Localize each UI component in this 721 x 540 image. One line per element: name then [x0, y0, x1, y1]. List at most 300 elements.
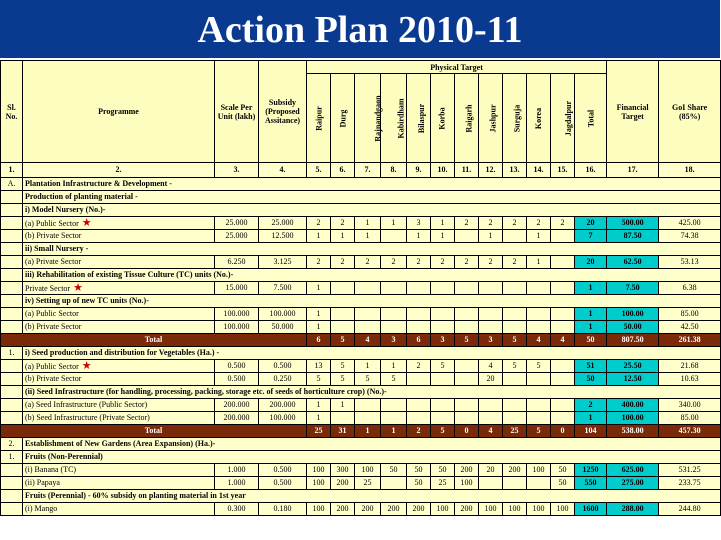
row-section-label: i) Seed production and distribution for Vegetables (Ha.) -: [23, 347, 721, 360]
row-financial-target: 538.00: [607, 425, 659, 438]
district-value: [455, 230, 479, 243]
district-value: 6: [307, 334, 331, 347]
row-total: 104: [575, 425, 607, 438]
district-value: 5: [431, 425, 455, 438]
table-row: [1, 386, 721, 399]
column-number: 16.: [575, 163, 607, 178]
district-value: [503, 412, 527, 425]
district-value: 1: [381, 360, 407, 373]
district-value: [381, 230, 407, 243]
district-value: [479, 282, 503, 295]
row-total: 2: [575, 399, 607, 412]
district-value: 1: [527, 230, 551, 243]
header-district-label: Durg: [338, 109, 347, 127]
district-value: 1: [355, 360, 381, 373]
column-number: 13.: [503, 163, 527, 178]
district-value: 2: [331, 217, 355, 230]
header-district-label: Bilaspur: [417, 103, 427, 133]
row-scale: 200.000: [215, 399, 259, 412]
district-value: 4: [355, 334, 381, 347]
header-district-label: Total: [586, 109, 596, 127]
row-sl-no: A.: [1, 178, 23, 191]
row-goi-share: 261.38: [659, 334, 721, 347]
column-number: 9.: [407, 163, 431, 178]
district-value: 1: [431, 217, 455, 230]
row-goi-share: 21.68: [659, 360, 721, 373]
district-value: [407, 399, 431, 412]
row-sl-no: [1, 191, 23, 204]
row-programme: (b) Private Sector: [23, 321, 215, 334]
row-sl-no: 2.: [1, 438, 23, 451]
table-row: [1, 503, 721, 516]
row-goi-share: 244.80: [659, 503, 721, 516]
district-value: [527, 282, 551, 295]
row-subsidy: 0.250: [259, 373, 307, 386]
district-value: 2: [407, 360, 431, 373]
district-value: 25: [355, 477, 381, 490]
row-goi-share: 10.63: [659, 373, 721, 386]
district-value: 100: [527, 503, 551, 516]
district-value: [479, 412, 503, 425]
district-value: 0: [455, 425, 479, 438]
row-scale: 6.250: [215, 256, 259, 269]
district-value: 2: [551, 217, 575, 230]
district-value: 2: [431, 256, 455, 269]
district-value: 50: [551, 464, 575, 477]
district-value: [527, 321, 551, 334]
header-district: [503, 74, 527, 163]
table-row: [1, 243, 721, 256]
table-row: [1, 451, 721, 464]
district-value: [355, 282, 381, 295]
row-programme: (a) Seed Infrastructure (Public Sector): [23, 399, 215, 412]
total-row: [1, 425, 721, 438]
row-subsidy: 12.500: [259, 230, 307, 243]
district-value: 100: [355, 464, 381, 477]
district-value: 50: [407, 477, 431, 490]
header-sl-no: Sl. No.: [1, 61, 23, 163]
district-value: [551, 399, 575, 412]
district-value: 1: [307, 308, 331, 321]
row-goi-share: 531.25: [659, 464, 721, 477]
district-value: 20: [479, 373, 503, 386]
district-value: 2: [307, 256, 331, 269]
district-value: [503, 373, 527, 386]
row-sl-no: [1, 490, 23, 503]
district-value: 2: [479, 256, 503, 269]
row-goi-share: 6.38: [659, 282, 721, 295]
table-row: [1, 399, 721, 412]
column-number: 2.: [23, 163, 215, 178]
header-district-label: Jashpur: [488, 103, 498, 133]
district-value: 1: [479, 230, 503, 243]
district-value: [381, 308, 407, 321]
district-value: [503, 308, 527, 321]
row-subsidy: 100.000: [259, 308, 307, 321]
district-value: 4: [479, 425, 503, 438]
row-sl-no: [1, 464, 23, 477]
district-value: [455, 412, 479, 425]
row-section-label: iv) Setting up of new TC units (No.)-: [23, 295, 721, 308]
row-financial-target: 12.50: [607, 373, 659, 386]
header-district-label: Korea: [534, 107, 543, 129]
row-sl-no: [1, 360, 23, 373]
district-value: [407, 308, 431, 321]
row-scale: 25.000: [215, 217, 259, 230]
column-number: 4.: [259, 163, 307, 178]
column-number: 11.: [455, 163, 479, 178]
row-programme: (a) Public Sector ★: [23, 217, 215, 230]
row-total: 7: [575, 230, 607, 243]
row-section-label: iii) Rehabilitation of existing Tissue Culture (TC) units (No.)-: [23, 269, 721, 282]
district-value: [455, 373, 479, 386]
row-financial-target: 275.00: [607, 477, 659, 490]
column-number: 14.: [527, 163, 551, 178]
row-sl-no: [1, 412, 23, 425]
row-scale: 1.000: [215, 477, 259, 490]
district-value: [527, 308, 551, 321]
district-value: [479, 308, 503, 321]
action-plan-table: [0, 60, 721, 516]
district-value: 50: [407, 464, 431, 477]
district-value: 5: [527, 425, 551, 438]
district-value: [527, 412, 551, 425]
row-total: 51: [575, 360, 607, 373]
total-row: [1, 334, 721, 347]
district-value: 1: [355, 217, 381, 230]
page-title: Action Plan 2010-11: [197, 9, 523, 51]
row-subsidy: 25.000: [259, 217, 307, 230]
row-programme: (ii) Papaya: [23, 477, 215, 490]
district-value: [381, 282, 407, 295]
district-value: 1: [381, 425, 407, 438]
column-number: 17.: [607, 163, 659, 178]
header-district: [431, 74, 455, 163]
table-row: [1, 438, 721, 451]
row-total: 20: [575, 256, 607, 269]
table-row: [1, 347, 721, 360]
table-row: [1, 256, 721, 269]
table-row: [1, 308, 721, 321]
district-value: 200: [503, 464, 527, 477]
district-value: [551, 308, 575, 321]
column-number: 8.: [381, 163, 407, 178]
row-sl-no: [1, 399, 23, 412]
row-programme: (a) Public Sector: [23, 308, 215, 321]
header-district: [407, 74, 431, 163]
header-district: [381, 74, 407, 163]
row-scale: 200.000: [215, 412, 259, 425]
district-value: 2: [355, 256, 381, 269]
column-number: 15.: [551, 163, 575, 178]
row-goi-share: 425.00: [659, 217, 721, 230]
header-district: [355, 74, 381, 163]
row-total: 1: [575, 321, 607, 334]
table-row: [1, 490, 721, 503]
row-subsidy: 0.500: [259, 360, 307, 373]
district-value: 1: [381, 217, 407, 230]
row-scale: 0.500: [215, 373, 259, 386]
row-sl-no: [1, 321, 23, 334]
district-value: 1: [355, 230, 381, 243]
row-scale: 100.000: [215, 308, 259, 321]
district-value: [355, 321, 381, 334]
row-goi-share: 340.00: [659, 399, 721, 412]
district-value: 1: [407, 230, 431, 243]
row-programme: (i) Mango: [23, 503, 215, 516]
district-value: [381, 399, 407, 412]
district-value: [551, 230, 575, 243]
district-value: [551, 282, 575, 295]
district-value: 100: [527, 464, 551, 477]
district-value: 1: [307, 412, 331, 425]
district-value: 1: [307, 230, 331, 243]
header-district-label: Kabirdham: [396, 97, 406, 139]
district-value: 2: [307, 217, 331, 230]
district-value: [503, 399, 527, 412]
star-icon: ★: [81, 359, 92, 372]
row-scale: 0.300: [215, 503, 259, 516]
district-value: 100: [479, 503, 503, 516]
district-value: 5: [331, 334, 355, 347]
row-section-label: Production of planting material -: [23, 191, 721, 204]
district-value: [455, 282, 479, 295]
district-value: 100: [307, 464, 331, 477]
district-value: 200: [455, 464, 479, 477]
row-sl-no: [1, 217, 23, 230]
row-sl-no: [1, 243, 23, 256]
district-value: 5: [527, 360, 551, 373]
district-value: [455, 399, 479, 412]
header-subsidy: Subsidy (Proposed Assitance): [259, 61, 307, 163]
row-subsidy: 100.000: [259, 412, 307, 425]
district-value: 2: [407, 425, 431, 438]
district-value: 100: [455, 477, 479, 490]
row-sl-no: [1, 295, 23, 308]
district-value: [407, 321, 431, 334]
table-row: [1, 269, 721, 282]
district-value: 200: [331, 503, 355, 516]
district-value: 1: [527, 256, 551, 269]
district-value: [479, 477, 503, 490]
table-row: [1, 217, 721, 230]
district-value: 2: [479, 217, 503, 230]
row-programme: (a) Public Sector ★: [23, 360, 215, 373]
district-value: 50: [551, 477, 575, 490]
header-district-label: Korba: [437, 106, 447, 130]
district-value: 4: [479, 360, 503, 373]
row-programme: (b) Private Sector: [23, 230, 215, 243]
table-row: [1, 321, 721, 334]
header-row-1: [1, 61, 721, 74]
header-district-label: Surguja: [512, 104, 522, 132]
district-value: 3: [431, 334, 455, 347]
district-value: 5: [455, 334, 479, 347]
district-value: [527, 399, 551, 412]
row-subsidy: 0.180: [259, 503, 307, 516]
header-district-label: Rajnandgaon: [373, 94, 383, 142]
row-sl-no: 1.: [1, 347, 23, 360]
total-label: Total: [1, 425, 307, 438]
district-value: [381, 412, 407, 425]
district-value: 200: [381, 503, 407, 516]
header-district: [479, 74, 503, 163]
table-row: [1, 178, 721, 191]
header-district: [551, 74, 575, 163]
row-programme: (b) Seed Infrastructure (Private Sector): [23, 412, 215, 425]
district-value: [527, 373, 551, 386]
row-financial-target: 400.00: [607, 399, 659, 412]
district-value: 100: [551, 503, 575, 516]
row-total: 1250: [575, 464, 607, 477]
district-value: [407, 373, 431, 386]
district-value: 5: [503, 334, 527, 347]
row-programme: (a) Private Sector: [23, 256, 215, 269]
district-value: 100: [307, 503, 331, 516]
header-physical-target: Physical Target: [307, 61, 607, 74]
row-programme: (i) Banana (TC): [23, 464, 215, 477]
district-value: 1: [307, 399, 331, 412]
row-sl-no: [1, 308, 23, 321]
district-value: 200: [455, 503, 479, 516]
row-total: 550: [575, 477, 607, 490]
district-value: 2: [455, 217, 479, 230]
row-subsidy: 200.000: [259, 399, 307, 412]
district-value: [407, 412, 431, 425]
row-financial-target: 288.00: [607, 503, 659, 516]
header-financial-target: Financial Target: [607, 61, 659, 163]
row-section-label: Fruits (Non-Perennial): [23, 451, 721, 464]
row-sl-no: 1.: [1, 451, 23, 464]
district-value: [551, 412, 575, 425]
row-financial-target: 100.00: [607, 308, 659, 321]
row-financial-target: 50.00: [607, 321, 659, 334]
row-subsidy: 7.500: [259, 282, 307, 295]
district-value: 2: [527, 217, 551, 230]
district-value: 100: [431, 503, 455, 516]
district-value: [455, 308, 479, 321]
district-value: 2: [381, 256, 407, 269]
district-value: 50: [381, 464, 407, 477]
column-number: 10.: [431, 163, 455, 178]
district-value: [381, 477, 407, 490]
district-value: [431, 308, 455, 321]
district-value: 1: [355, 425, 381, 438]
column-number: 12.: [479, 163, 503, 178]
district-value: [479, 321, 503, 334]
table-row: [1, 412, 721, 425]
district-value: 13: [307, 360, 331, 373]
district-value: 1: [307, 321, 331, 334]
row-sl-no: [1, 386, 23, 399]
district-value: 5: [307, 373, 331, 386]
row-financial-target: 7.50: [607, 282, 659, 295]
district-value: 4: [527, 334, 551, 347]
header-goi-share: GoI Share (85%): [659, 61, 721, 163]
district-value: 2: [455, 256, 479, 269]
header-scale: Scale Per Unit (lakh): [215, 61, 259, 163]
row-financial-target: 100.00: [607, 412, 659, 425]
row-goi-share: 85.00: [659, 308, 721, 321]
district-value: [551, 373, 575, 386]
district-value: [503, 321, 527, 334]
district-value: 100: [503, 503, 527, 516]
row-section-label: i) Model Nursery (No.)-: [23, 204, 721, 217]
district-value: [455, 360, 479, 373]
row-total: 20: [575, 217, 607, 230]
district-value: [431, 282, 455, 295]
district-value: [527, 477, 551, 490]
district-value: 5: [331, 373, 355, 386]
district-value: 2: [407, 256, 431, 269]
table-row: [1, 477, 721, 490]
district-value: 2: [331, 256, 355, 269]
header-district: [307, 74, 331, 163]
district-value: 1: [307, 282, 331, 295]
header-programme: Programme: [23, 61, 215, 163]
row-total: 1: [575, 308, 607, 321]
header-district: [331, 74, 355, 163]
district-value: 3: [479, 334, 503, 347]
district-value: 6: [407, 334, 431, 347]
row-subsidy: 50.000: [259, 321, 307, 334]
district-value: 5: [331, 360, 355, 373]
district-value: 1: [431, 230, 455, 243]
district-value: 1: [331, 399, 355, 412]
header-district: [575, 74, 607, 163]
row-financial-target: 87.50: [607, 230, 659, 243]
district-value: [355, 399, 381, 412]
table-row: [1, 191, 721, 204]
district-value: [331, 308, 355, 321]
district-value: [331, 282, 355, 295]
column-number-row: [1, 163, 721, 178]
district-value: 5: [355, 373, 381, 386]
row-section-label: (ii) Seed Infrastructure (for handling, processing, packing, storage etc. of seeds of horticulture crop) (No.)-: [23, 386, 721, 399]
district-value: [551, 321, 575, 334]
district-value: 2: [503, 256, 527, 269]
row-programme: Private Sector ★: [23, 282, 215, 295]
row-scale: 1.000: [215, 464, 259, 477]
star-icon: ★: [81, 216, 92, 229]
table-row: [1, 295, 721, 308]
row-scale: 0.500: [215, 360, 259, 373]
header-district-label: Jagdalpur: [564, 100, 574, 136]
row-scale: 25.000: [215, 230, 259, 243]
row-financial-target: 500.00: [607, 217, 659, 230]
district-value: [355, 412, 381, 425]
row-sl-no: [1, 477, 23, 490]
column-number: 7.: [355, 163, 381, 178]
table-row: [1, 464, 721, 477]
district-value: 50: [431, 464, 455, 477]
district-value: 200: [331, 477, 355, 490]
row-total: 1600: [575, 503, 607, 516]
table-row: [1, 204, 721, 217]
row-goi-share: 53.13: [659, 256, 721, 269]
header-district-label: Raigarh: [464, 104, 474, 132]
row-total: 1: [575, 412, 607, 425]
total-label: Total: [1, 334, 307, 347]
column-number: 5.: [307, 163, 331, 178]
district-value: [503, 282, 527, 295]
row-section-label: Plantation Infrastructure & Development -: [23, 178, 721, 191]
row-subsidy: 3.125: [259, 256, 307, 269]
row-financial-target: 625.00: [607, 464, 659, 477]
district-value: 5: [503, 360, 527, 373]
district-value: [331, 321, 355, 334]
row-sl-no: [1, 269, 23, 282]
